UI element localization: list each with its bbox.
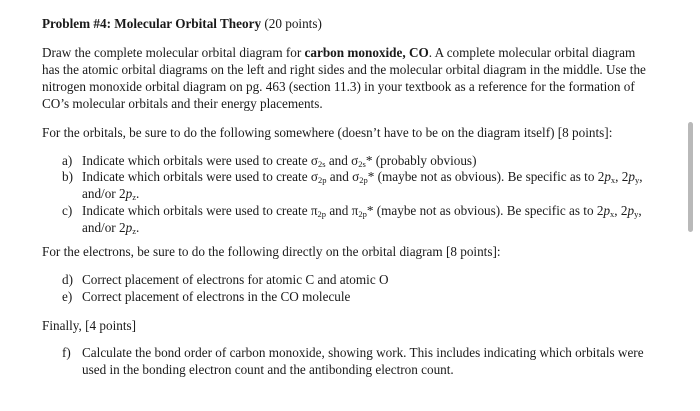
- intro-text-1: Draw the complete molecular orbital diagram for: [42, 45, 305, 60]
- intro-bold: carbon monoxide, CO: [304, 45, 429, 60]
- orbitals-header: For the orbitals, be sure to do the following somewhere (doesn’t have to be on the diagram itself) [8 points]:: [42, 125, 613, 140]
- list-marker: a): [62, 153, 73, 168]
- finally-header: Finally, [4 points]: [42, 318, 137, 333]
- list-marker: c): [62, 203, 73, 218]
- list-item-text: Indicate which orbitals were used to create $\sigma_{2s}$ and $\sigma_{2s}*$ (probably obvious): [82, 153, 477, 169]
- intro-paragraph: [42, 44, 650, 112]
- problem-title: [42, 15, 322, 32]
- intro-text-2: . A complete molecular orbital diagram has the atomic orbital diagrams on the left and right sides and the molecular orbital diagram in the middle. Use the nitrogen monoxide orbital diagram on pg. 463 (section 11.3) in your textbook as a reference for the formation of CO’s molecular orbitals and their energy placements.: [42, 45, 646, 111]
- list-marker: f): [62, 345, 71, 360]
- list-item-text: Indicate which orbitals were used to create $\pi_{2p}$ and $\pi_{2p}*$ (maybe not as obvious). Be specific as to $2p_x$, $2p_y$, and/or $2p_z$.: [82, 203, 642, 236]
- list-item-text: Indicate which orbitals were used to create $\sigma_{2p}$ and $\sigma_{2p}*$ (maybe not as obvious). Be specific as to $2p_x$, $2p_y$, and/or $2p_z$.: [82, 169, 643, 202]
- list-item-text: Calculate the bond order of carbon monoxide, showing work. This includes indicating which orbitals were used in the bonding electron count and the antibonding electron count.: [82, 345, 644, 377]
- list-item-text: Correct placement of electrons in the CO molecule: [82, 289, 351, 304]
- list-marker: d): [62, 272, 73, 287]
- electrons-header: For the electrons, be sure to do the following directly on the orbital diagram [8 points]:: [42, 244, 501, 259]
- problem-label: Problem #4:: [42, 16, 111, 31]
- list-item-text: Correct placement of electrons for atomic C and atomic O: [82, 272, 389, 287]
- problem-points: (20 points): [264, 16, 322, 31]
- list-marker: b): [62, 169, 73, 184]
- list-marker: e): [62, 289, 73, 304]
- vertical-scrollbar[interactable]: [688, 122, 693, 232]
- problem-topic: Molecular Orbital Theory: [114, 16, 262, 31]
